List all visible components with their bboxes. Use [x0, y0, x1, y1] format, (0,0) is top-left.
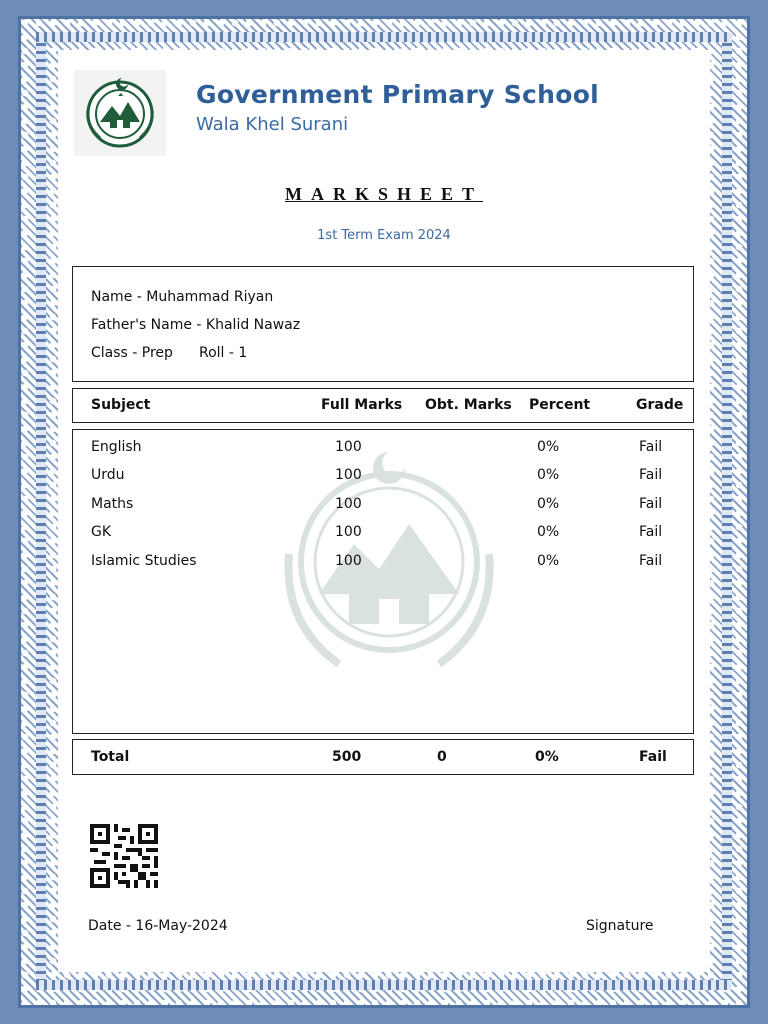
row-grade: Fail — [639, 524, 663, 540]
total-percent: 0% — [535, 749, 559, 765]
row-full-marks: 100 — [335, 467, 362, 483]
row-percent: 0% — [537, 553, 560, 569]
row-percent: 0% — [537, 439, 560, 455]
student-class: Class - Prep — [91, 345, 173, 361]
header-subject: Subject — [91, 397, 151, 413]
emblem-watermark-icon — [259, 444, 519, 694]
row-grade: Fail — [639, 439, 663, 455]
school-name: Government Primary School — [196, 80, 600, 109]
row-percent: 0% — [537, 524, 560, 540]
row-full-marks: 100 — [335, 496, 362, 512]
student-roll: Roll - 1 — [199, 345, 248, 361]
issue-date: Date - 16-May-2024 — [88, 918, 228, 934]
student-info-box — [72, 266, 694, 382]
student-name: Name - Muhammad Riyan — [91, 289, 274, 305]
khyber-pakhtunkhwa-emblem-icon — [74, 70, 166, 156]
total-grade: Fail — [639, 749, 667, 765]
total-obt-marks: 0 — [437, 749, 447, 765]
table-body — [72, 429, 694, 734]
marksheet-page — [58, 50, 710, 972]
row-subject: GK — [91, 524, 112, 540]
row-subject: English — [91, 439, 142, 455]
exam-name: 1st Term Exam 2024 — [317, 228, 451, 243]
qr-code-icon — [90, 824, 158, 888]
total-label: Total — [91, 749, 130, 765]
document-title: MARKSHEET — [284, 184, 484, 204]
row-subject: Urdu — [91, 467, 125, 483]
school-location: Wala Khel Surani — [196, 114, 349, 135]
row-full-marks: 100 — [335, 439, 362, 455]
row-percent: 0% — [537, 467, 560, 483]
header-percent: Percent — [529, 397, 591, 413]
father-name: Father's Name - Khalid Nawaz — [91, 317, 301, 333]
header-full-marks: Full Marks — [321, 397, 403, 413]
row-grade: Fail — [639, 467, 663, 483]
row-full-marks: 100 — [335, 553, 362, 569]
row-subject: Maths — [91, 496, 134, 512]
row-subject: Islamic Studies — [91, 553, 197, 569]
row-grade: Fail — [639, 496, 663, 512]
header-grade: Grade — [636, 397, 684, 413]
signature-label: Signature — [586, 918, 654, 934]
table-header — [72, 388, 694, 423]
table-total — [72, 739, 694, 775]
header-obt-marks: Obt. Marks — [425, 397, 512, 413]
row-grade: Fail — [639, 553, 663, 569]
total-full-marks: 500 — [332, 749, 362, 765]
row-percent: 0% — [537, 496, 560, 512]
row-full-marks: 100 — [335, 524, 362, 540]
